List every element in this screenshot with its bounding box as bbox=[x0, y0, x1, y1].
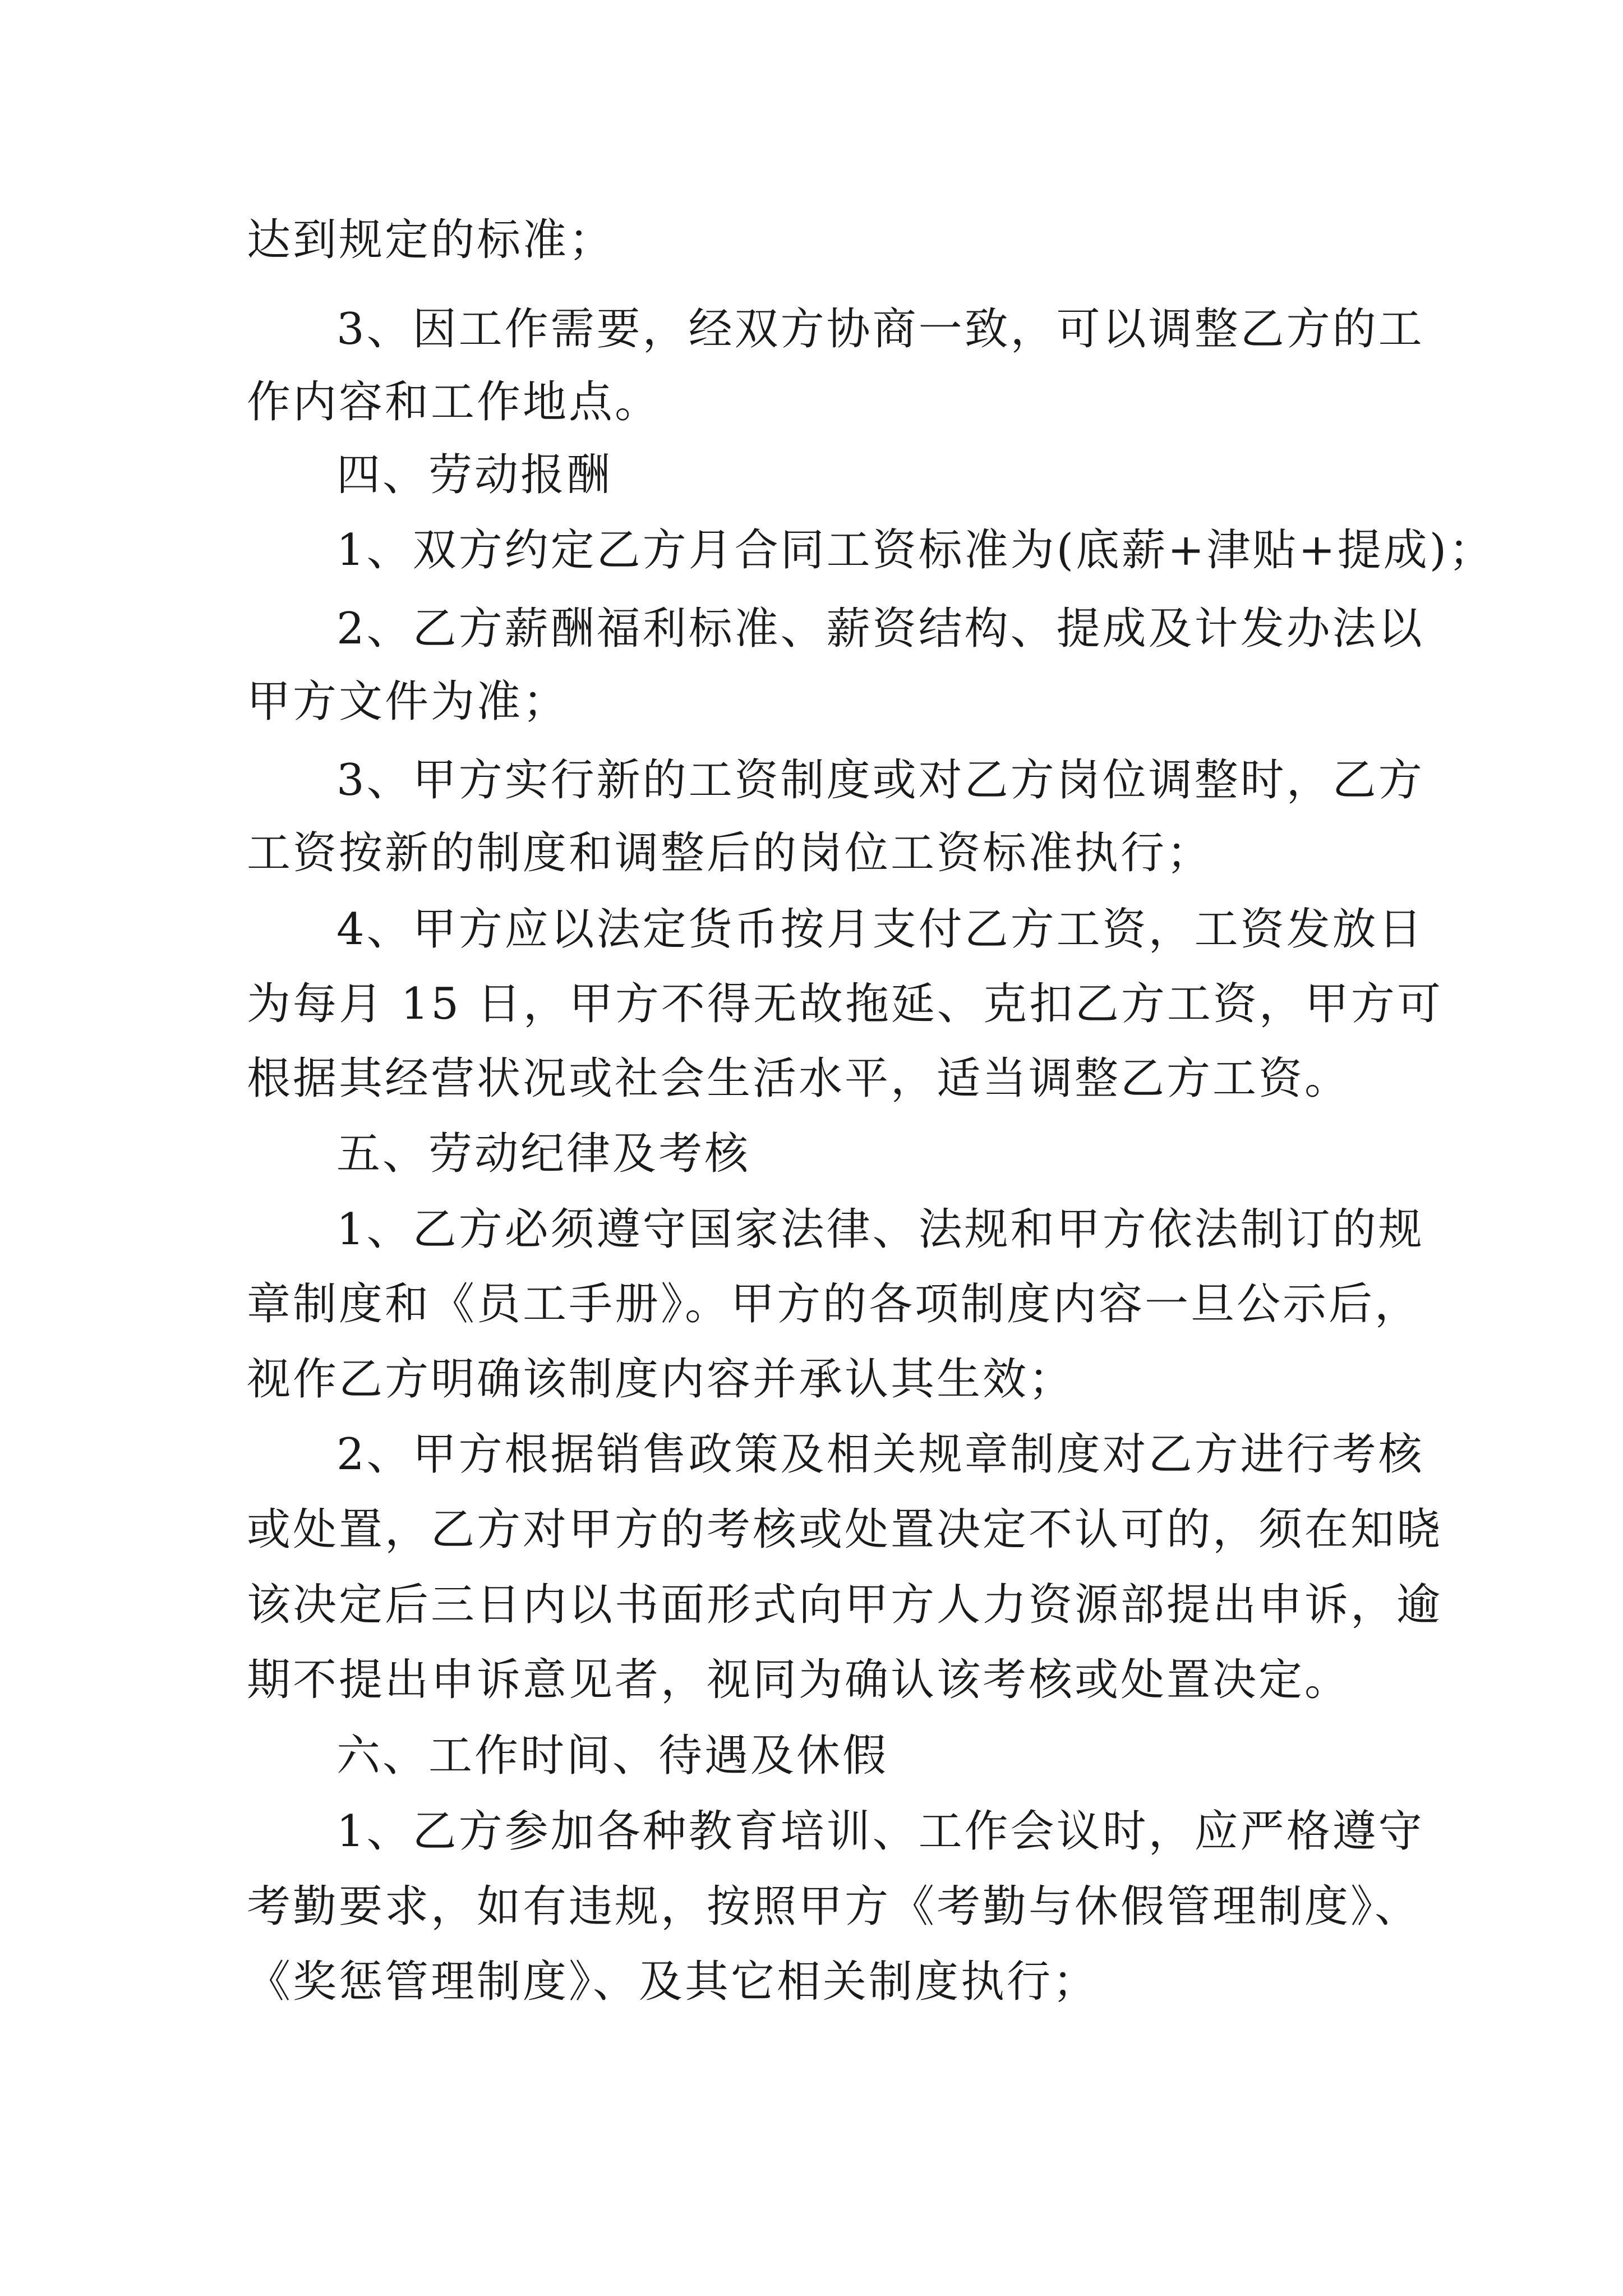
text-line: 2、甲方根据销售政策及相关规章制度对乙方进行考核 bbox=[336, 1429, 1424, 1480]
text-line: 视作乙方明确该制度内容并承认其生效； bbox=[247, 1354, 1075, 1405]
text-line: 2、乙方薪酬福利标准、薪资结构、提成及计发办法以 bbox=[336, 604, 1424, 654]
text-line: 或处置，乙方对甲方的考核或处置决定不认可的，须在知晓 bbox=[247, 1504, 1443, 1555]
text-line: 3、因工作需要，经双方协商一致，可以调整乙方的工 bbox=[336, 304, 1424, 355]
text-line: 1、乙方参加各种教育培训、工作会议时，应严格遵守 bbox=[336, 1806, 1424, 1857]
text-line: 该决定后三日内以书面形式向甲方人力资源部提出申诉，逾 bbox=[247, 1580, 1443, 1630]
text-line: 为每月 15 日，甲方不得无故拖延、克扣乙方工资，甲方可 bbox=[247, 979, 1443, 1029]
section-heading: 六、工作时间、待遇及休假 bbox=[336, 1731, 889, 1781]
text-line: 工资按新的制度和调整后的岗位工资标准执行； bbox=[247, 828, 1213, 878]
text-line: 根据其经营状况或社会生活水平，适当调整乙方工资。 bbox=[247, 1053, 1351, 1104]
section-heading: 四、劳动报酬 bbox=[336, 450, 613, 500]
text-line: 期不提出申诉意见者，视同为确认该考核或处置决定。 bbox=[247, 1655, 1351, 1705]
text-line: 章制度和《员工手册》。甲方的各项制度内容一旦公示后， bbox=[247, 1279, 1421, 1329]
section-heading: 五、劳动纪律及考核 bbox=[336, 1129, 751, 1179]
text-line: 1、乙方必须遵守国家法律、法规和甲方依法制订的规 bbox=[336, 1204, 1424, 1255]
text-line: 达到规定的标准； bbox=[247, 215, 615, 265]
text-line: 考勤要求，如有违规，按照甲方《考勤与休假管理制度》、 bbox=[247, 1881, 1421, 1932]
text-line: 《奖惩管理制度》、及其它相关制度执行； bbox=[247, 1957, 1099, 2007]
text-line: 作内容和工作地点。 bbox=[247, 377, 661, 427]
text-line: 3、甲方实行新的工资制度或对乙方岗位调整时，乙方 bbox=[336, 755, 1424, 806]
text-line: 4、甲方应以法定货币按月支付乙方工资，工资发放日 bbox=[336, 904, 1424, 955]
text-line: 1、双方约定乙方月合同工资标准为(底薪+津贴+提成)； bbox=[336, 525, 1495, 576]
text-line: 甲方文件为准； bbox=[247, 677, 569, 727]
